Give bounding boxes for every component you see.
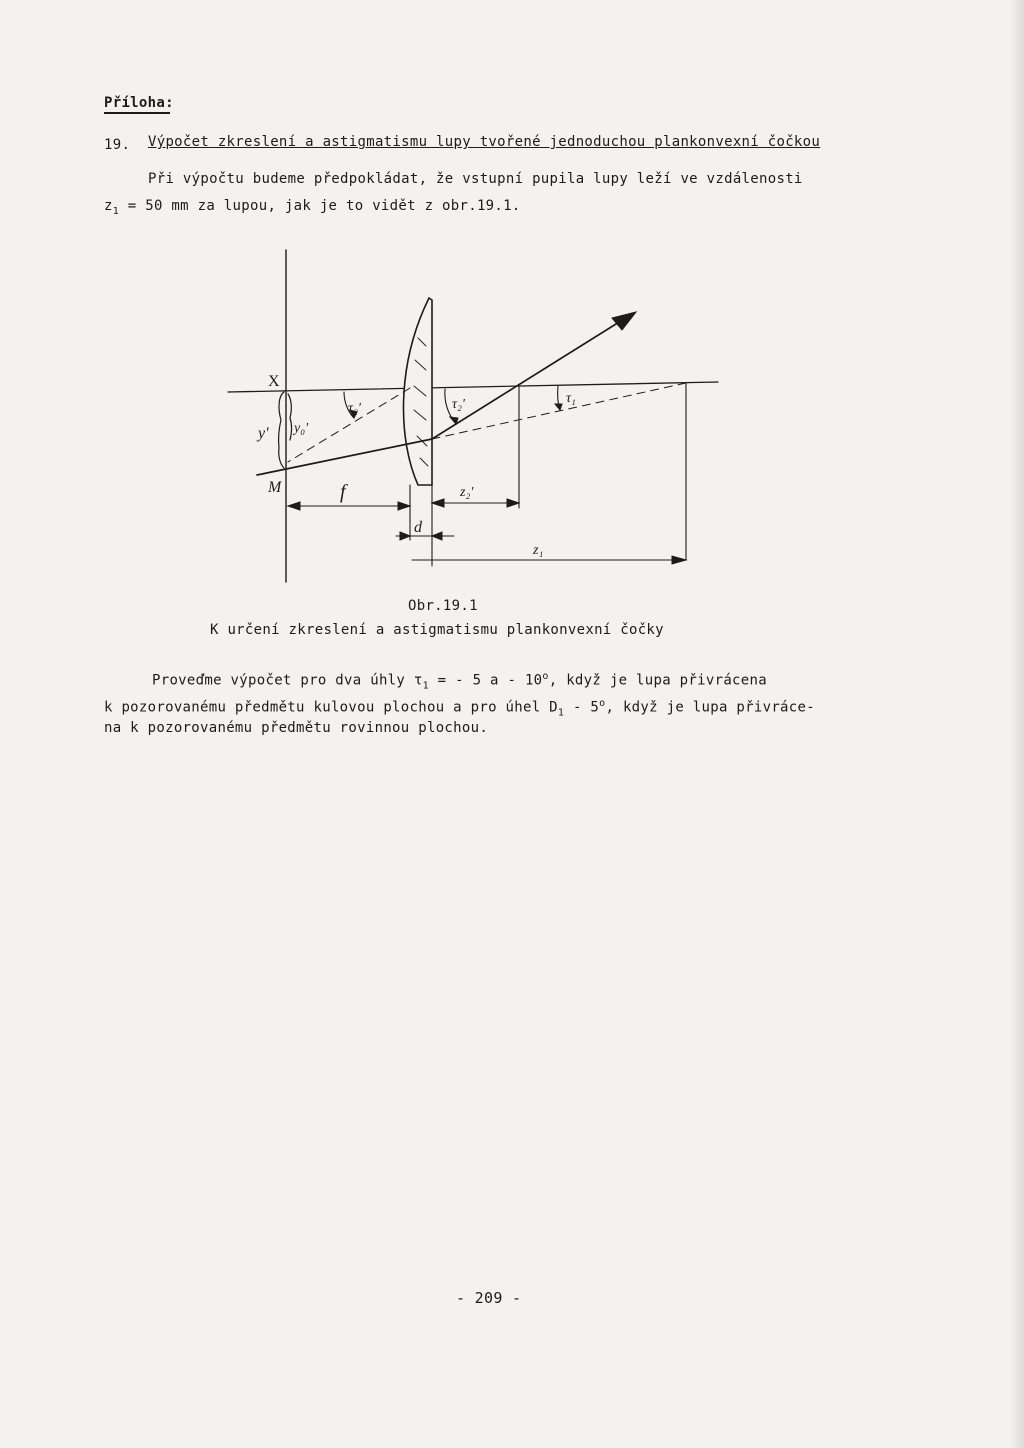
d-arrow-left <box>400 532 410 540</box>
z2-arrow-left <box>432 499 444 507</box>
body-line-2-text-a: k pozorovanému předmětu kulovou plochou a pro úhel D <box>104 699 558 716</box>
appendix-heading: Příloha: <box>104 95 174 111</box>
d-arrow-right <box>432 532 442 540</box>
label-tau1: τ₁ <box>566 391 576 406</box>
plano-convex-lens <box>403 298 432 485</box>
f-arrow-right <box>398 502 410 510</box>
chief-ray-incoming <box>257 439 432 475</box>
f-arrow-left <box>288 502 300 510</box>
z2-arrow-right <box>507 499 519 507</box>
body-line-1-text-a: Proveďme výpočet pro dva úhly <box>152 672 414 689</box>
z1-subscript: 1 <box>112 205 120 217</box>
section-number: 19. <box>104 137 131 153</box>
tau1-arc-tick <box>555 404 562 410</box>
dashed-ray-to-pupil <box>432 383 686 439</box>
page-number: - 209 - <box>456 1289 522 1307</box>
body-line-1-text-b: = - 5 a - 10 <box>428 672 543 689</box>
d-subscript: 1 <box>557 707 565 719</box>
y0-prime-brace <box>288 394 292 440</box>
tau-symbol: τ <box>413 672 423 689</box>
figure-caption: K určení zkreslení a astigmatismu plankonvexní čočky <box>210 622 664 638</box>
body-line-3: na k pozorovanému předmětu rovinnou plochou. <box>104 720 489 736</box>
label-f: f <box>340 481 346 503</box>
ray-arrowhead <box>612 312 636 330</box>
tau2-right-arc-tick <box>450 417 458 424</box>
figure-number: Obr.19.1 <box>408 598 478 614</box>
label-d: d <box>414 519 422 536</box>
intro-line-1: Při výpočtu budeme předpokládat, že vstupní pupila lupy leží ve vzdálenosti <box>148 171 803 187</box>
y-prime-brace <box>279 392 284 468</box>
tau-subscript: 1 <box>422 680 429 692</box>
label-z1: z₁ <box>533 543 544 558</box>
body-line-2-text-b: - 5 <box>564 699 600 716</box>
body-line-2-text-c: , když je lupa přivráce- <box>605 699 815 716</box>
z1-arrow-right <box>672 556 686 564</box>
optical-axis <box>228 382 718 392</box>
section-title: Výpočet zkreslení a astigmatismu lupy tvořené jednoduchou plankonvexní čočkou <box>148 134 821 150</box>
label-z2-prime: z₂' <box>460 485 474 500</box>
z1-symbol: z <box>104 198 113 214</box>
degree-superscript-2: o <box>599 698 606 709</box>
degree-superscript: o <box>542 671 549 682</box>
body-line-1-text-c: , když je lupa přivrácena <box>548 672 767 689</box>
label-x: X <box>268 373 280 390</box>
label-m: M <box>268 479 282 496</box>
label-y0-prime: y₀' <box>294 421 309 436</box>
intro-line-2-text: = 50 mm za lupou, jak je to vidět z obr.19.1. <box>119 198 521 214</box>
label-tau2-right: τ₂' <box>452 397 465 412</box>
chief-ray-outgoing <box>432 314 632 439</box>
label-y-prime: y' <box>258 425 269 442</box>
body-line-1 <box>152 668 767 695</box>
label-tau2-left: τ₂' <box>348 401 361 416</box>
